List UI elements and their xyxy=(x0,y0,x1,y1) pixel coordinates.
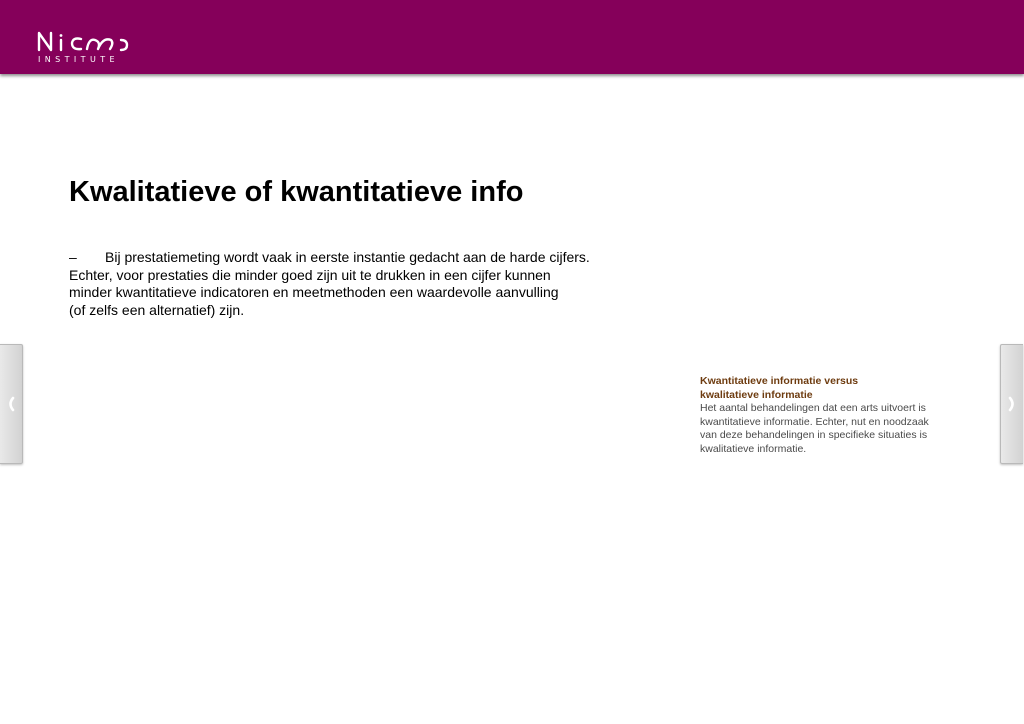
slide-title: Kwalitatieve of kwantitatieve info xyxy=(69,176,524,208)
bullet-marker: – xyxy=(69,249,77,265)
side-note-title: Kwantitatieve informatie versus xyxy=(700,375,859,387)
body-line: (of zelfs een alternatief) zijn. xyxy=(69,301,245,318)
body-line: minder kwantitatieve indicatoren en meetmethoden een waardevolle aanvulling xyxy=(69,284,559,300)
side-note xyxy=(700,375,955,456)
side-note-text: Het aantal behandelingen dat een arts uitvoert is xyxy=(700,402,926,414)
body-text xyxy=(69,249,629,319)
side-note-text: kwantitatieve informatie. Echter, nut en noodzaak xyxy=(700,415,929,428)
side-note-text: van deze behandelingen in specifieke situaties is xyxy=(700,429,928,441)
nicis-logo xyxy=(37,29,137,69)
side-note-title: kwalitatieve informatie xyxy=(700,388,813,401)
logo-subtitle: INSTITUTE xyxy=(38,55,119,64)
body-line-text: Bij prestatiemeting wordt vaak in eerste instantie gedacht aan de harde cijfers. xyxy=(105,249,590,265)
body-line: Echter, voor prestaties die minder goed zijn uit te drukken in een cijfer kunnen xyxy=(69,266,551,283)
logo-mark xyxy=(37,29,131,55)
body-line xyxy=(69,249,629,267)
header-bar xyxy=(0,0,1024,74)
previous-slide-button[interactable] xyxy=(0,344,23,464)
chevron-right-icon xyxy=(1007,396,1017,412)
side-note-text: kwalitatieve informatie. xyxy=(700,442,807,455)
chevron-left-icon xyxy=(6,396,16,412)
next-slide-button[interactable] xyxy=(1000,344,1023,464)
